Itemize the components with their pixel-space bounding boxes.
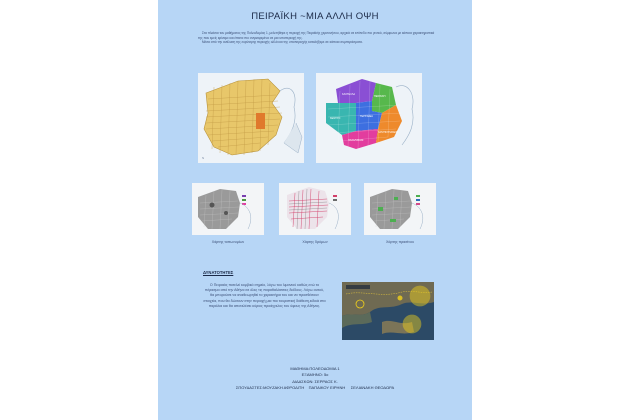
toponyms-map [192,183,264,235]
caption-roads: Χάρτης δρόμων [302,240,328,244]
zone-label-chatzikyriakeio: ΧΑΤΖΗΚΥΡΙΑΚΕΙΟ [378,132,398,134]
poster [158,0,472,420]
semester-line: ΕΞΑΜΗΝΟ: 5ο [301,372,329,378]
zone-label-pasalimani: ΠΑΣΑΛΙΜΑΝΙ [348,139,364,142]
poster-title: ΠΕΙΡΑΪΚΗ ~ΜΙΑ ΑΛΛΗ ΟΨΗ [251,11,379,22]
section-heading: ΔΥΝΑΤΟΤΗΤΕΣ [203,270,234,275]
green-map [364,183,436,235]
course-line: ΜΑΘΗΜΑ:ΠΟΛΕΟΔΟΜΙΑ 1 [290,366,340,371]
instructor-line: ΔΙΔΑΣΚΩΝ: ΣΕΡΡΑΟΣ Κ. [292,378,338,384]
caption-green: Χάρτης πρασίνου [386,240,414,244]
zone-label-kentro: ΚΕΝΤΡΟ [330,117,341,120]
aerial-photo [342,282,434,340]
intro-paragraph-1: Στα πλαίσια του μαθήματος της Πολεοδομίας 1, μελετήθηκε η περιοχή της Πειραϊκής χερσονήσου, αρχικά σε επίπεδο πιο γενικό, σύμφωνα με κάποια χαρακτηριστικά της που εμείς κρίναμε και έπειτα πιο συγκεκριμένα σε μια υποπεριοχή της. [198,31,435,40]
zone-label-peiraiki: ΠΕΙΡΑΙΚΗ [374,95,386,98]
zone-label-terpsithea: ΤΕΡΨΙΘΕΑ [360,115,373,118]
credits [158,366,472,392]
caption-toponyms: Χάρτης τοπωνυμίων [211,240,245,244]
zone-label-kastella: ΚΑΣΤΕΛΛΑ [342,93,356,96]
intro-paragraph-2: Μέσα από την ανάλυση της ευρύτερης περιοχής αλλά και της υποπεριοχής καταλήξαμε σε κάποια συμπεράσματα. [202,40,363,45]
roads-map [279,183,351,235]
street-grid-map [198,73,304,163]
students-line: ΣΠΟΥΔΑΣΤΕΣ:ΜΟΥΖΑΚΗ ΑΦΡΟΔΙΤΗ ΠΑΠΑΙΚΟΥ ΕΙΡΗΝΗ ΣΕΛΙΑΝΑΚΗ ΘΕΟΔΩΡΑ [235,385,395,391]
dynamics-text: Ο Πειραιάς ποτελεί κομβικό σημείο, λόγω του λιμανιού καθώς ενώ το πέρασμα από την Αθήνα σε όλες τις παραθαλάσσιες διόδους. Λόγω αυτού, θα μπορούσε να αναθεωρηθεί το χαρακτήρα του και να προσθέσουν στοιχεία, που θα δώσουν στην περιοχή μια πιο τουριστική διάθεση,ειδικά στα παράλια και θα αποτελέσει κύριος προάγγελος του ύφους της Αθήνας. [203,283,326,308]
intro-text [198,31,436,45]
zones-map [316,73,422,163]
svg-text:N: N [202,156,205,160]
